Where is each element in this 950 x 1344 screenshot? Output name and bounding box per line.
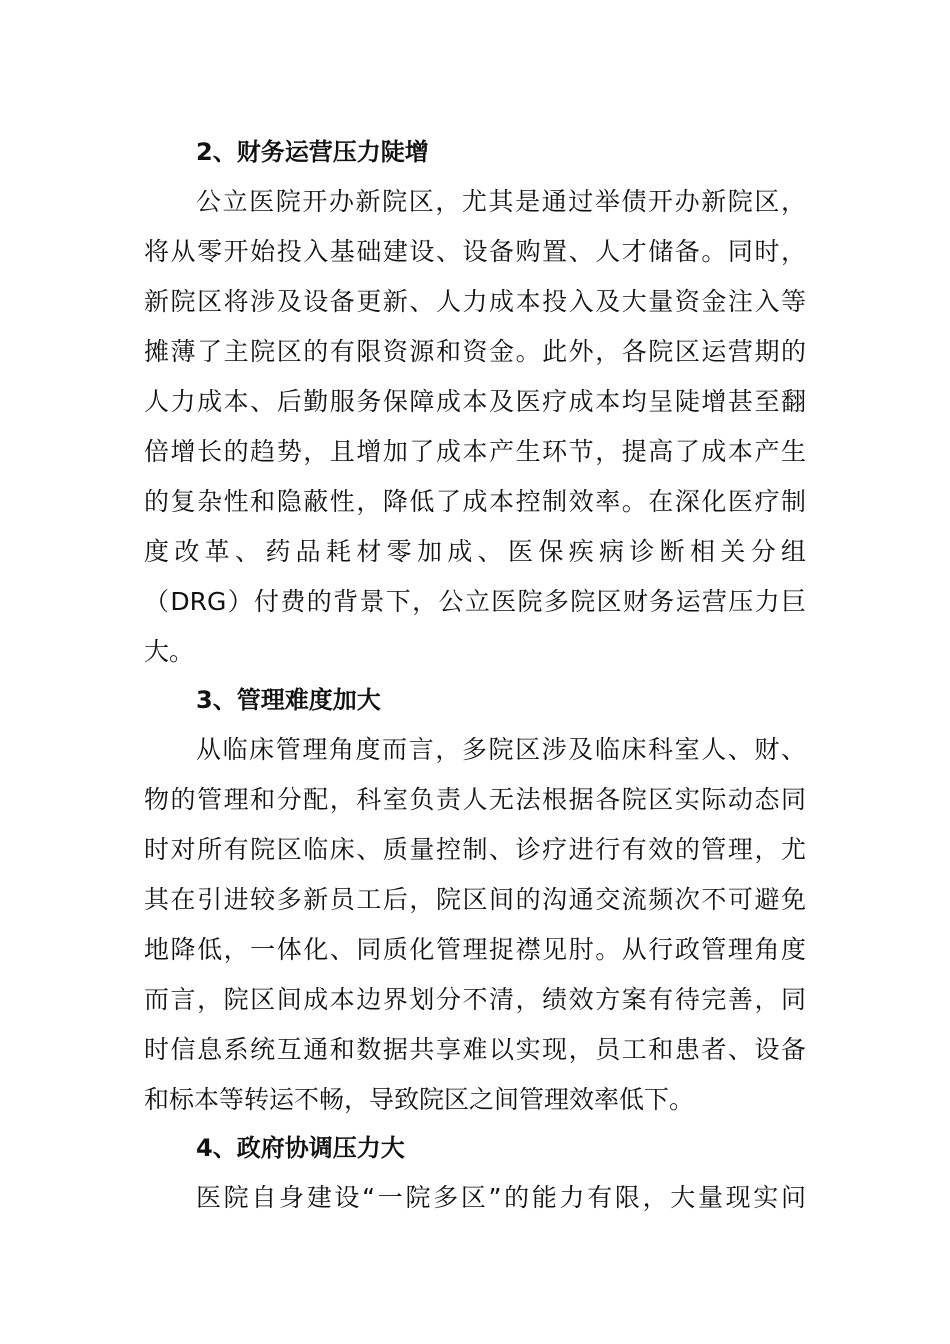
paragraph-line: 大。 <box>144 637 195 666</box>
paragraph-line: 其在引进较多新员工后，院区间的沟通交流频次不可避免 <box>144 885 806 914</box>
paragraph-line: 而言，院区间成本边界划分不清，绩效方案有待完善，同 <box>144 985 806 1014</box>
paragraph-line: （DRG）付费的背景下，公立医院多院区财务运营压力巨 <box>144 587 806 616</box>
paragraph-line: 时信息系统互通和数据共享难以实现，员工和患者、设备 <box>144 1035 806 1064</box>
paragraph-line: 医院自身建设“一院多区”的能力有限，大量现实问 <box>196 1183 806 1212</box>
paragraph-line: 从临床管理角度而言，多院区涉及临床科室人、财、 <box>196 735 806 764</box>
paragraph-line: 和标本等转运不畅，导致院区之间管理效率低下。 <box>144 1085 695 1114</box>
paragraph-line: 度改革、药品耗材零加成、医保疾病诊断相关分组 <box>144 537 806 566</box>
section-heading-4: 4、政府协调压力大 <box>196 1134 405 1162</box>
paragraph-line: 新院区将涉及设备更新、人力成本投入及大量资金注入等 <box>144 287 806 316</box>
paragraph-line: 的复杂性和隐蔽性，降低了成本控制效率。在深化医疗制 <box>144 487 806 516</box>
paragraph-line: 时对所有院区临床、质量控制、诊疗进行有效的管理，尤 <box>144 835 806 864</box>
paragraph-line: 将从零开始投入基础建设、设备购置、人才储备。同时， <box>144 237 806 266</box>
paragraph-line: 摊薄了主院区的有限资源和资金。此外，各院区运营期的 <box>144 337 806 366</box>
paragraph-line: 物的管理和分配，科室负责人无法根据各院区实际动态同 <box>144 785 806 814</box>
paragraph-line: 地降低，一体化、同质化管理捉襟见肘。从行政管理角度 <box>144 935 806 964</box>
section-heading-2: 2、财务运营压力陡增 <box>196 138 429 166</box>
section-heading-3: 3、管理难度加大 <box>196 686 381 714</box>
paragraph-line: 人力成本、后勤服务保障成本及医疗成本均呈陡增甚至翻 <box>144 387 806 416</box>
paragraph-line: 倍增长的趋势，且增加了成本产生环节，提高了成本产生 <box>144 437 806 466</box>
paragraph-line: 公立医院开办新院区，尤其是通过举债开办新院区， <box>196 187 806 216</box>
